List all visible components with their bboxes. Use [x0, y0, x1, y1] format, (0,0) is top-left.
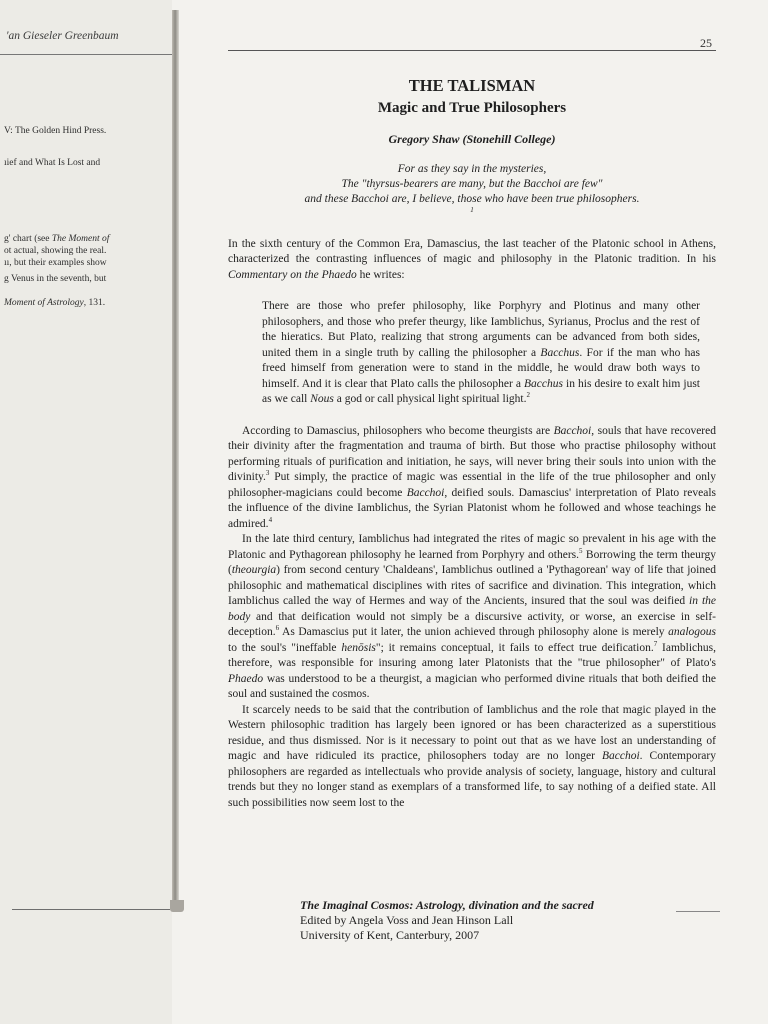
footnote-ref: 4 [268, 515, 273, 524]
facing-page-running-head: 'an Gieseler Greenbaum [6, 30, 119, 42]
facing-page-bottom-rule [12, 909, 170, 910]
facing-page-line: V: The Golden Hind Press. [4, 126, 107, 136]
article-title: THE TALISMAN [408, 76, 536, 95]
block-quote: There are those who prefer philosophy, like Porphyry and Plotinus and many other philosophers, and those who prefer theurgy, like Iamblichus, Syrianus, Proclus and the rest of the hieratics. But Plato, realizing that strong arguments can be advanced from both sides, united them in a single truth by calling the philosopher a Bacchus. For if the man who has freed himself from generation were to stand in the middle, he would draw both ways to himself. And it is clear that Plato calls the philosopher a Bacchus in his desire to exalt him just as we call Nous a god or call physical light spiritual light.$^2$ [262, 300, 700, 405]
body-paragraph: It scarcely needs to be said that the contribution of Iamblichus and the role that magic played in the Western philosophic tradition has largely been ignored or has been characterized as a superstitious residue, and thus dismissed. Nor is it necessary to point out that as we have lost an understanding of magic and have ridiculed its practice, philosophers today are no longer Bacchoi. Contemporary philosophers are regarded as intellectuals who provide analysis of society, language, history and cultural trends but they no longer stand as exemplars of a transformed life, to say nothing of a deified state. All such possibilities now seem lost to the [228, 703, 716, 809]
epigraph-line: The "thyrsus-bearers are many, but the Bacchoi are few" [341, 177, 603, 190]
footnote-ref: 3 [265, 469, 270, 478]
book-gutter-foot [170, 900, 184, 912]
body-paragraph: In the late third century, Iamblichus had integrated the rites of magic so prevalent in his age with the Platonic and Pythagorean philosophy he learned from Porphyry and others.$^5$ Borrowing the term theurgy (theourgia) from second century 'Chaldeans', Iamblichus outlined a 'Pythagorean' way of life that joined philosophic and mathematical disciplines with rites of sacrifice and divination. This integration, which Iamblichus called the way of Hermes and way of the Ancients, insured that the soul was deified in the body and that deification would not simply be a discursive activity, or worse, an exercise in self-deception.$^6$ As Damascius put it later, the union achieved through philosophy alone is merely analogous to the soul's "ineffable henōsis"; it remains conceptual, it fails to effect true deification.$^7$ Iamblichus, therefore, was responsible for insuring among later Platonists that the "true philosopher" of Plato's Phaedo was understood to be a theurgist, a magician who performed divine rituals that both deified the soul and sustained the cosmos. [228, 533, 717, 700]
book-publisher: University of Kent, Canterbury, 2007 [300, 928, 480, 942]
footnote-ref: 1 [470, 205, 474, 214]
footnote-ref: 2 [526, 391, 530, 400]
facing-page-header-rule [0, 54, 172, 55]
epigraph-line: For as they say in the mysteries, [397, 162, 547, 175]
facing-page-line: Moment of Astrology, 131. [4, 298, 106, 308]
footnote-ref: 7 [653, 639, 658, 648]
article-body [228, 76, 716, 811]
book-title: The Imaginal Cosmos: Astrology, divination and the sacred [300, 898, 594, 912]
footnote-ref: 5 [579, 546, 583, 555]
book-gutter [172, 10, 179, 910]
page-number: 25 [700, 36, 712, 50]
facing-page [0, 0, 172, 1024]
body-paragraph: According to Damascius, philosophers who become theurgists are Bacchoi, souls that have recovered their divinity after the fragmentation and trauma of birth. But those who practise philosophy without performing rituals of purification and initiation, he says, will never bring their souls into union with the divinity.$^3$ Put simply, the practice of magic was essential in the life of the true philosopher and only philosopher-magicians could become Bacchoi, deified souls. Damascius' interpretation of Plato reveals the influence of the divine Iamblichus, the Syrian Platonist whom he followed and whose teachings he admired.$^4$ [228, 424, 716, 530]
facing-page-line: ıief and What Is Lost and [4, 158, 101, 168]
footer-rule [676, 911, 720, 912]
book-editors: Edited by Angela Voss and Jean Hinson Lall [300, 913, 514, 927]
intro-paragraph: In the sixth century of the Common Era, Damascius, the last teacher of the Platonic school in Athens, characterized the contrasting influences of magic and philosophy in the Platonic tradition. In his Commentary on the Phaedo he writes: [228, 237, 716, 281]
facing-page-line: ot actual, showing the real. [4, 246, 107, 256]
article-subtitle: Magic and True Philosophers [377, 100, 567, 116]
epigraph [228, 162, 716, 222]
book-citation [300, 898, 594, 943]
footnote-ref: 6 [275, 624, 280, 633]
running-head-rule [228, 50, 716, 51]
facing-page-line: ıı, but their examples show [4, 258, 107, 268]
facing-page-line: g' chart (see The Moment of [4, 234, 110, 244]
article-author: Gregory Shaw (Stonehill College) [388, 132, 556, 146]
epigraph-line: and these Bacchoi are, I believe, those who have been true philosophers. $^1$ [304, 192, 640, 214]
facing-page-line: g Venus in the seventh, but [4, 274, 107, 284]
